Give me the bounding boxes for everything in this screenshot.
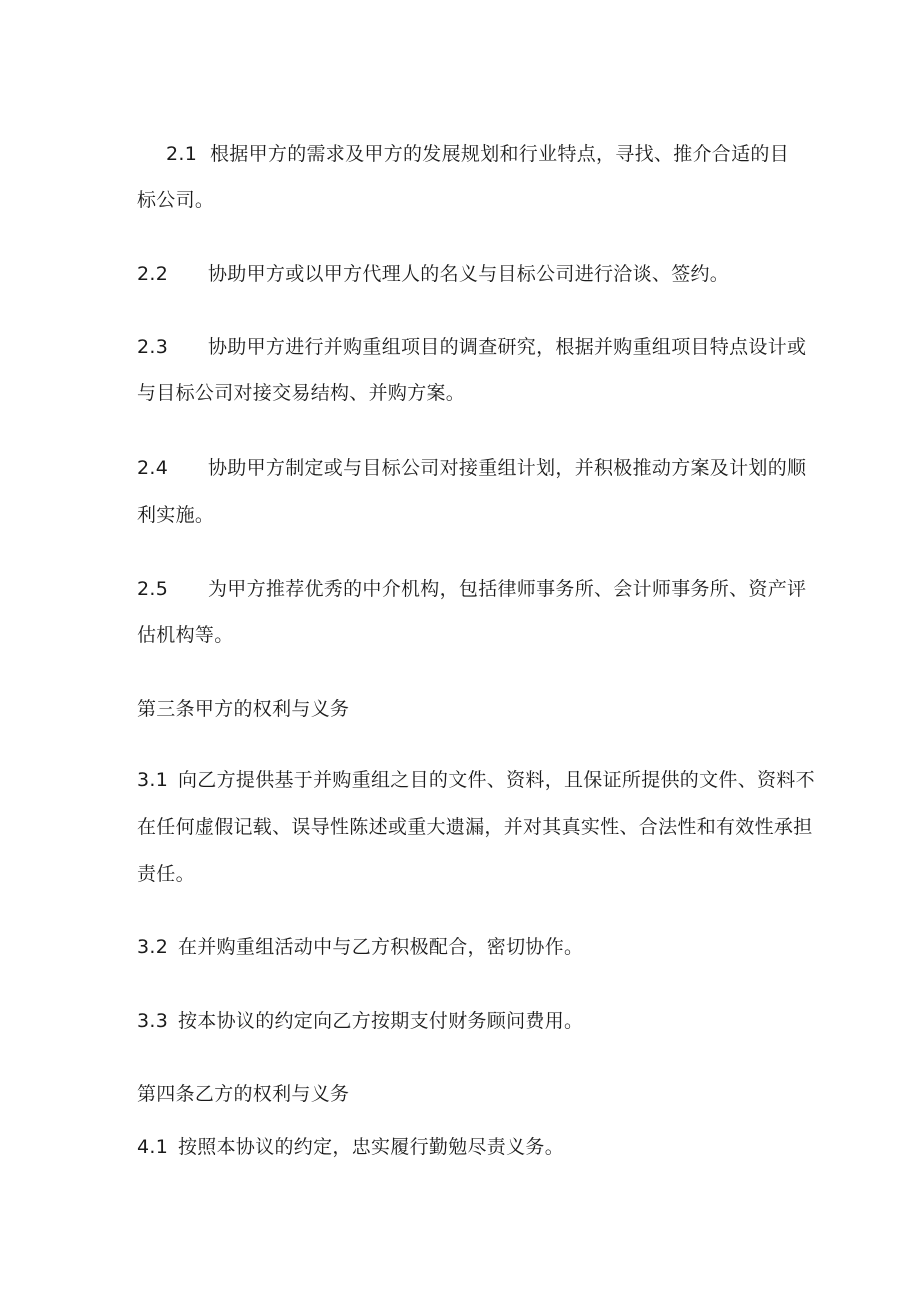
clause-number: 2.4: [137, 457, 169, 479]
clause-2-3: [137, 335, 806, 359]
clause-text: 责任。: [137, 863, 195, 885]
clause-2-3-continued: [137, 381, 465, 405]
clause-3-1: [137, 768, 815, 792]
clause-text: 按照本协议的约定，忠实履行勤勉尽责义务。: [178, 1136, 565, 1158]
clause-text: 协助甲方进行并购重组项目的调查研究，根据并购重组项目特点设计或: [208, 336, 807, 358]
clause-text: 根据甲方的需求及甲方的发展规划和行业特点，寻找、推介合适的目: [210, 143, 790, 165]
clause-3-3: [137, 1009, 583, 1033]
clause-2-1-continued: [137, 188, 214, 212]
clause-3-2: [137, 935, 583, 959]
clause-number: 2.5: [137, 578, 169, 600]
clause-text: 利实施。: [137, 504, 215, 526]
clause-2-1: [166, 142, 789, 166]
clause-text: 向乙方提供基于并购重组之目的文件、资料，且保证所提供的文件、资料不: [178, 769, 815, 791]
clause-text: 标公司。: [137, 189, 215, 211]
clause-4-1: [137, 1135, 564, 1159]
clause-text: 在并购重组活动中与乙方积极配合，密切协作。: [178, 936, 584, 958]
clause-text: 按本协议的约定向乙方按期支付财务顾问费用。: [178, 1010, 584, 1032]
clause-text: 为甲方推荐优秀的中介机构，包括律师事务所、会计师事务所、资产评: [208, 578, 807, 600]
clause-3-1-continued: [137, 862, 195, 886]
clause-2-4-continued: [137, 503, 214, 527]
clause-2-5-continued: [137, 623, 234, 647]
clause-text: 在任何虚假记载、误导性陈述或重大遗漏，并对其真实性、合法性和有效性承担: [137, 816, 813, 838]
clause-2-4: [137, 456, 806, 480]
clause-text: 与目标公司对接交易结构、并购方案。: [137, 382, 466, 404]
clause-2-2: [137, 262, 729, 286]
section-heading-4: 第四条乙方的权利与义务: [137, 1083, 350, 1105]
clause-number: 2.2: [137, 263, 169, 285]
clause-number: 3.3: [137, 1010, 169, 1032]
clause-text: 估机构等。: [137, 624, 234, 646]
clause-number: 4.1: [137, 1136, 169, 1158]
clause-2-5: [137, 577, 806, 601]
clause-number: 3.1: [137, 769, 169, 791]
section-heading-3: 第三条甲方的权利与义务: [137, 698, 350, 720]
clause-text: 协助甲方或以甲方代理人的名义与目标公司进行洽谈、签约。: [208, 263, 730, 285]
clause-number: 2.1: [166, 143, 198, 165]
clause-text: 协助甲方制定或与目标公司对接重组计划，并积极推动方案及计划的顺: [208, 457, 807, 479]
clause-3-1-continued: [137, 815, 813, 839]
clause-number: 2.3: [137, 336, 169, 358]
clause-number: 3.2: [137, 936, 169, 958]
